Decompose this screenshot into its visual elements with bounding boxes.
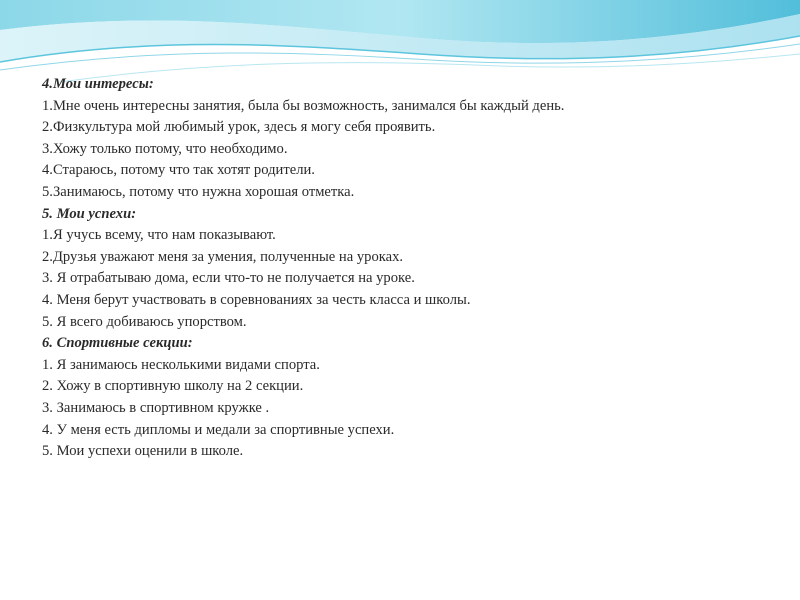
list-item: 2.Друзья уважают меня за умения, полученные на уроках. [42,248,404,265]
list-item: 4.Стараюсь, потому что так хотят родители. [42,162,315,179]
list-item: 3. Занимаюсь в спортивном кружке . [42,399,270,416]
list-item: 5. Я всего добиваюсь упорством. [42,313,247,330]
list-item: 4. Меня берут участвовать в соревнованиях за честь класса и школы. [42,291,471,308]
list-item: 1. Я занимаюсь несколькими видами спорта. [42,356,320,373]
list-item: 2.Физкультура мой любимый урок, здесь я могу себя проявить. [42,119,436,136]
section-sport-clubs [42,333,782,463]
section-heading: 4.Мои интересы: [42,76,154,92]
list-item: 1.Я учусь всему, что нам показывают. [42,227,276,244]
text-content [42,74,782,463]
list-item: 2. Хожу в спортивную школу на 2 секции. [42,378,304,395]
section-heading: 6. Спортивные секции: [42,335,193,352]
section-interests [42,74,782,204]
list-item: 1.Мне очень интересны занятия, была бы возможность, занимался бы каждый день. [42,97,565,114]
list-item: 4. У меня есть дипломы и медали за спортивные успехи. [42,421,395,438]
section-heading: 5. Мои успехи: [42,205,137,222]
list-item: 5. Мои успехи оценили в школе. [42,443,244,460]
list-item: 5.Занимаюсь, потому что нужна хорошая отметка. [42,183,355,200]
list-item: 3.Хожу только потому, что необходимо. [42,140,288,157]
list-item: 3. Я отрабатываю дома, если что-то не получается на уроке. [42,270,415,287]
section-successes [42,204,782,334]
